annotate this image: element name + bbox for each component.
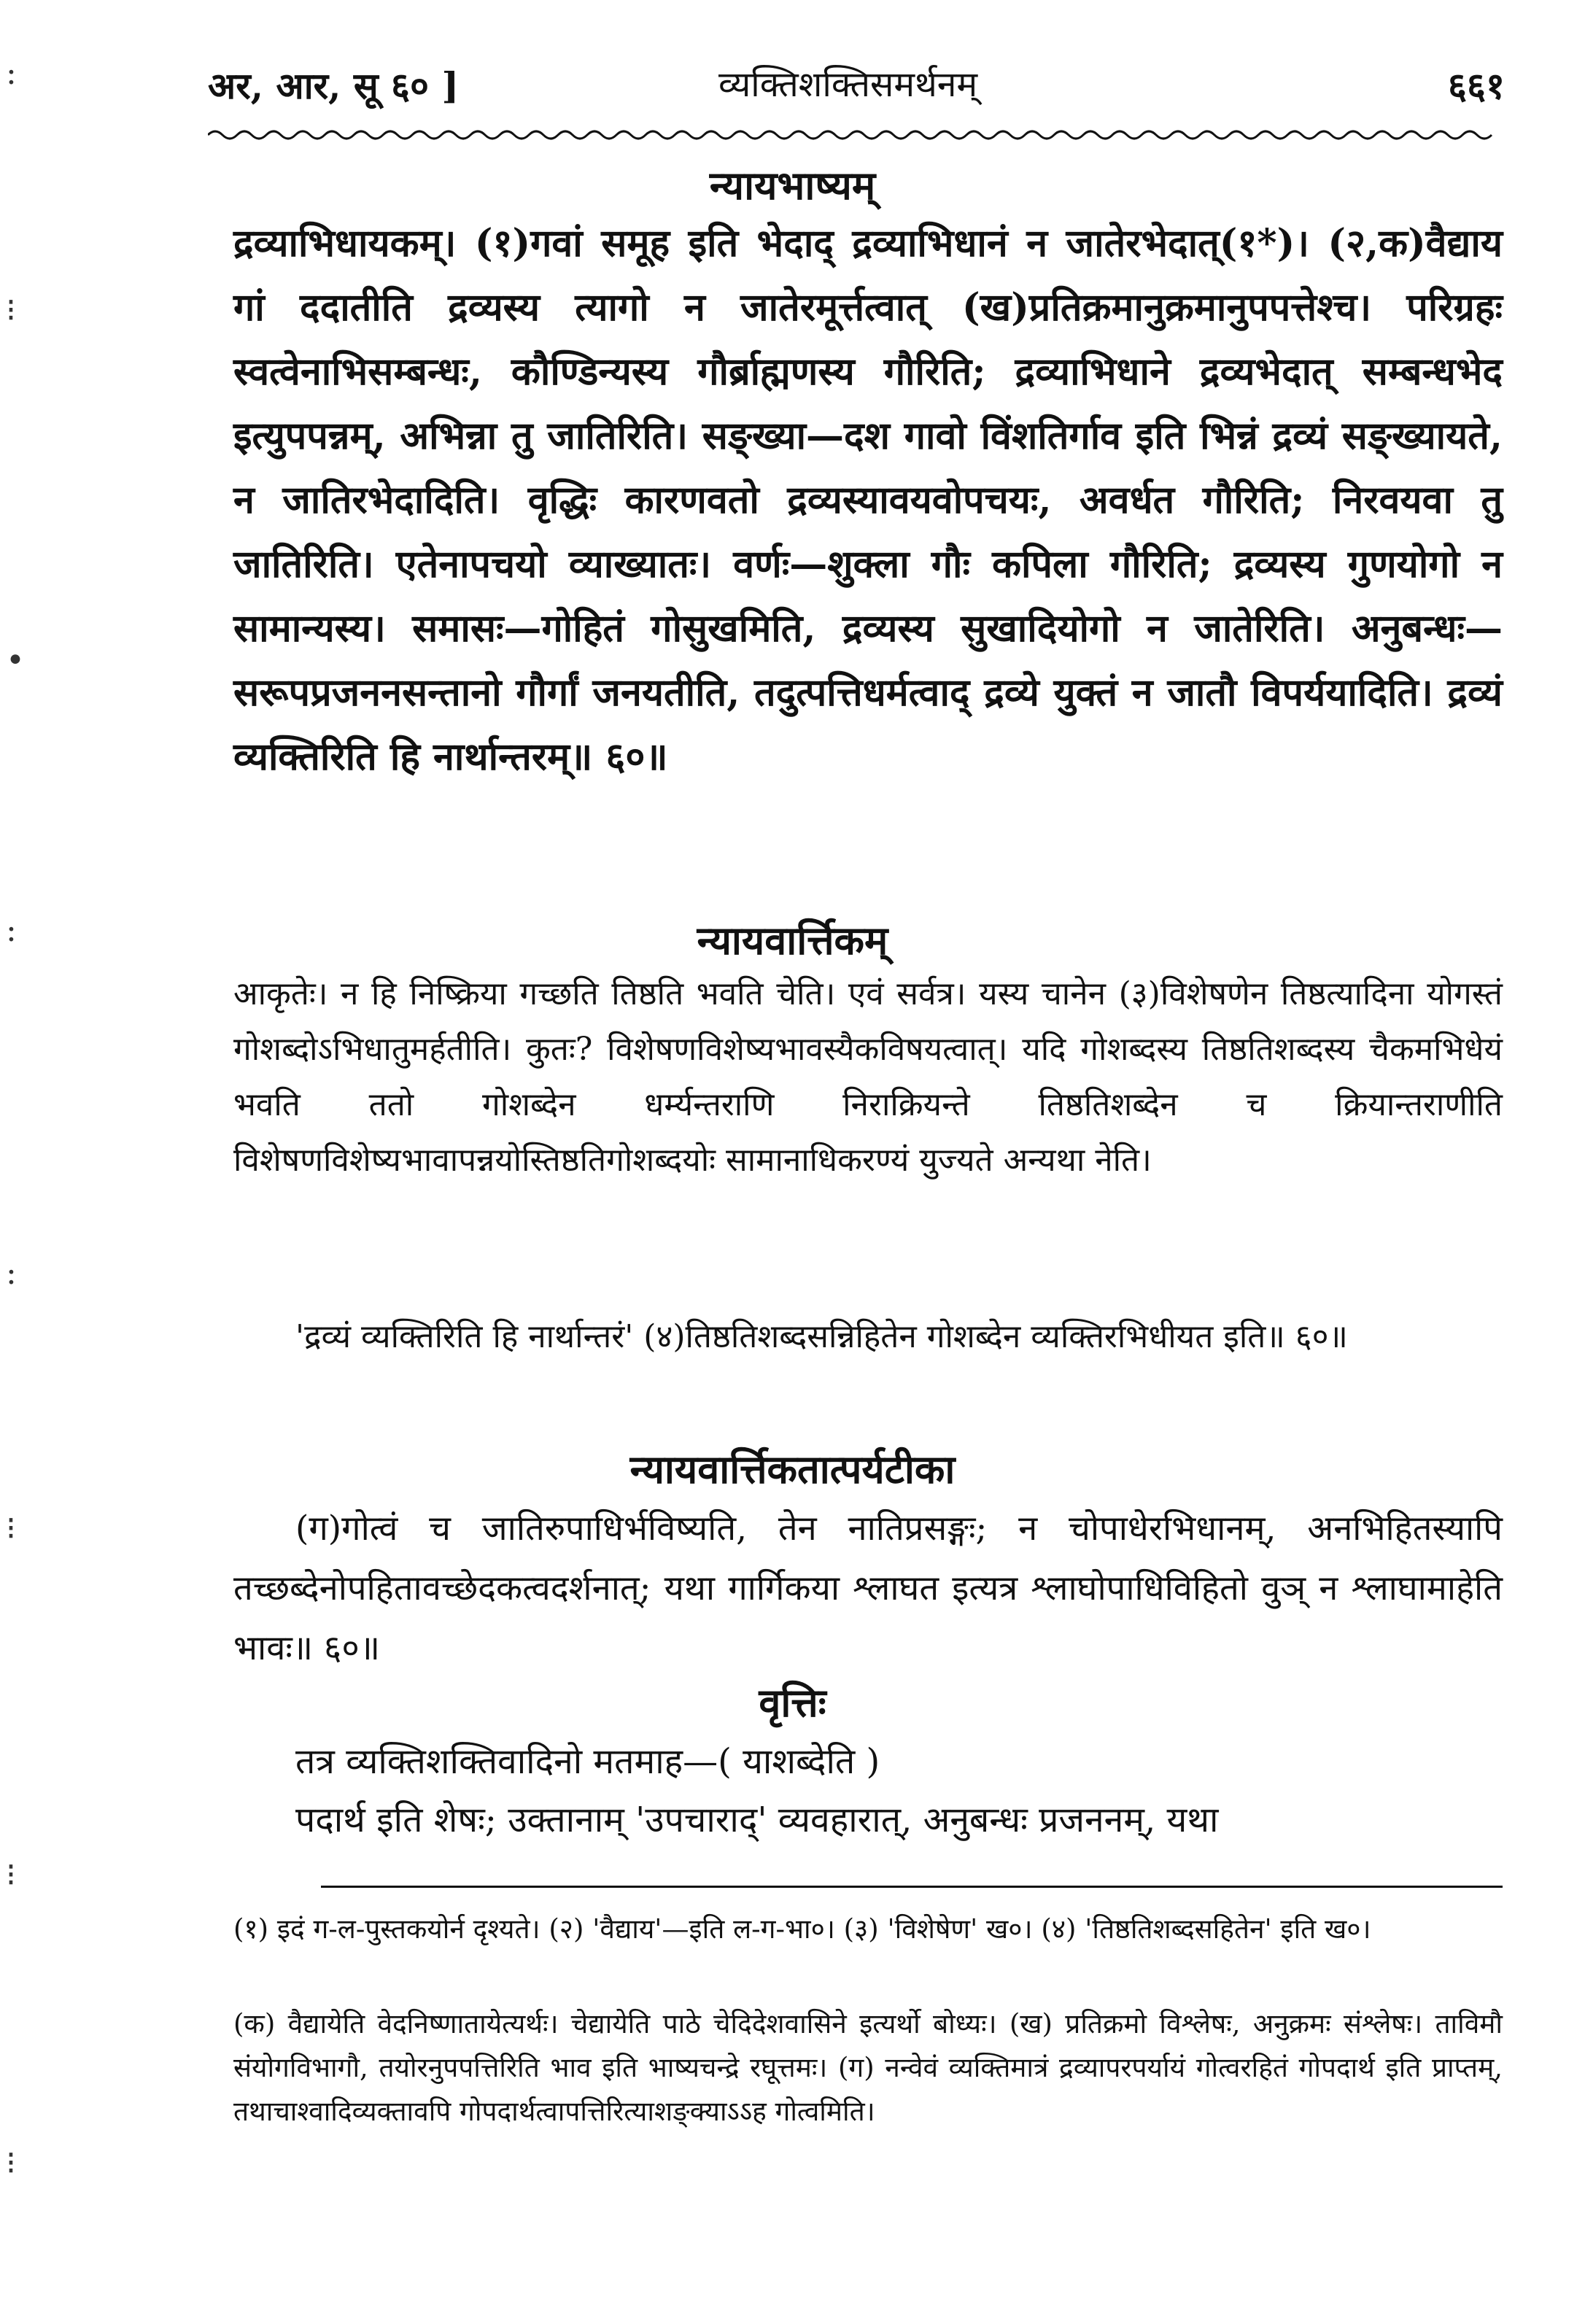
bhashya-title: न्यायभाष्यम् — [709, 162, 876, 209]
footnotes-numbered: (१) इदं ग-ल-पुस्तकयोर्न दृश्यते। (२) 'वैद्याय'—इति ल-ग-भा०। (३) 'विशेषेण' ख०। (४) 'तिष्ठतिशब्दसहितेन' इति ख०। — [233, 1913, 1371, 1945]
page-number: ६६१ — [1448, 64, 1505, 107]
margin-mark: ⁝ — [6, 292, 16, 329]
header-title: व्यक्तिशक्तिसमर्थनम् — [718, 64, 978, 105]
tika-text: (ग)गोत्वं च जातिरुपाधिर्भविष्यति, तेन नातिप्रसङ्गः; न चोपाधेरभिधानम्, अनभिहितस्यापि तच्छब्देनोपहितावच्छेदकत्वदर्शनात्; यथा गार्गिकया श्लाघत इत्यत्र श्लाघोपाधिविहितो वुञ् न श्लाघामाहेति भावः॥ ६०॥ — [233, 1508, 1503, 1668]
tika-title: न्यायवार्त्तिकतात्पर्यटीका — [629, 1446, 956, 1492]
running-header — [208, 44, 1505, 124]
vritti-line-1: तत्र व्यक्तिशक्तिवादिनो मतमाह—( याशब्देति ) — [295, 1741, 880, 1782]
vritti-line-2: पदार्थ इति शेषः; उक्तानाम् 'उपचाराद्' व्यवहारात्, अनुबन्धः प्रजननम्, यथा — [295, 1800, 1219, 1840]
vartika-text: आकृतेः। न हि निष्क्रिया गच्छति तिष्ठति भवति चेति। एवं सर्वत्र। यस्य चानेन (३)विशेषणेन तिष्ठत्यादिना योगस्तं गोशब्दोऽभिधातुमर्हतीति। कुतः? विशेषणविशेष्यभावस्यैकविषयत्वात्। यदि गोशब्दस्य तिष्ठतिशब्दस्य चैकमभिधेयं भवति ततो गोशब्देन धर्म्यन्तराणि निराक्रियन्ते तिष्ठतिशब्देन च क्रियान्तराणीति विशेषणविशेष्यभावापन्नयोस्तिष्ठतिगोशब्दयोः सामानाधिकरण्यं युज्यते अन्यथा नेति। — [233, 975, 1503, 1179]
margin-mark: • — [6, 642, 25, 679]
margin-mark: : — [6, 912, 17, 949]
header-wavy-rule — [208, 124, 1499, 146]
margin-mark: : — [6, 55, 17, 92]
margin-mark: ⁝ — [6, 1856, 16, 1894]
margin-mark: ⁝ — [6, 2145, 16, 2182]
footnotes-lettered: (क) वैद्यायेति वेदनिष्णातायेत्यर्थः। चेद्यायेति पाठे चेदिदेशवासिने इत्यर्थो बोध्यः। (ख) प्रतिक्रमो विश्लेषः, अनुक्रमः संश्लेषः। ताविमौ संयोगविभागौ, तयोरनुपपत्तिरिति भाव इति भाष्यचन्द्रे रघूत्तमः। (ग) नन्वेवं व्यक्तिमात्रं द्रव्यापरपर्यायं गोत्वरहितं गोपदार्थ इति प्राप्तम्, तथाचाश्वादिव्यक्तावपि गोपदार्थत्वापत्तिरित्याशङ्क्याऽऽह गोत्वमिति। — [233, 2008, 1503, 2127]
vritti-title: वृत्तिः — [759, 1679, 826, 1726]
margin-mark: : — [6, 1255, 17, 1292]
header-section-ref: अर, आर, सू ६० ] — [208, 64, 460, 107]
vartika-title: न्यायवार्त्तिकम् — [697, 917, 888, 964]
vartika-text-2: 'द्रव्यं व्यक्तिरिति हि नार्थान्तरं' (४)तिष्ठतिशब्दसन्निहितेन गोशब्देन व्यक्तिरभिधीयत इति॥ ६०॥ — [295, 1318, 1348, 1355]
bhashya-text: द्रव्याभिधायकम्। (१)गवां समूह इति भेदाद् द्रव्याभिधानं न जातेरभेदात्(१*)। (२,क)वैद्याय गां ददातीति द्रव्यस्य त्यागो न जातेरमूर्त्तत्वात् (ख)प्रतिक्रमानुक्रमानुपपत्तेश्च। परिग्रहः स्वत्वेनाभिसम्बन्धः, कौण्डिन्यस्य गौर्ब्राह्मणस्य गौरिति; द्रव्याभिधाने द्रव्यभेदात् सम्बन्धभेद इत्युपपन्नम्, अभिन्ना तु जातिरिति। सङ्ख्या—दश गावो विंशतिर्गाव इति भिन्नं द्रव्यं सङ्ख्यायते, न जातिरभेदादिति। वृद्धिः कारणवतो द्रव्यस्यावयवोपचयः, अवर्धत गौरिति; निरवयवा तु जातिरिति। एतेनापचयो व्याख्यातः। वर्णः—शुक्ला गौः कपिला गौरिति; द्रव्यस्य गुणयोगो न सामान्यस्य। समासः—गोहितं गोसुखमिति, द्रव्यस्य सुखादियोगो न जातेरिति। अनुबन्धः—सरूपप्रजननसन्तानो गौर्गां जनयतीति, तदुत्पत्तिधर्मत्वाद् द्रव्ये युक्तं न जातौ विपर्ययादिति। द्रव्यं व्यक्तिरिति हि नार्थान्तरम्॥ ६०॥ — [233, 221, 1503, 779]
margin-mark: ⁝ — [6, 1510, 16, 1547]
footnote-rule — [321, 1886, 1503, 1888]
